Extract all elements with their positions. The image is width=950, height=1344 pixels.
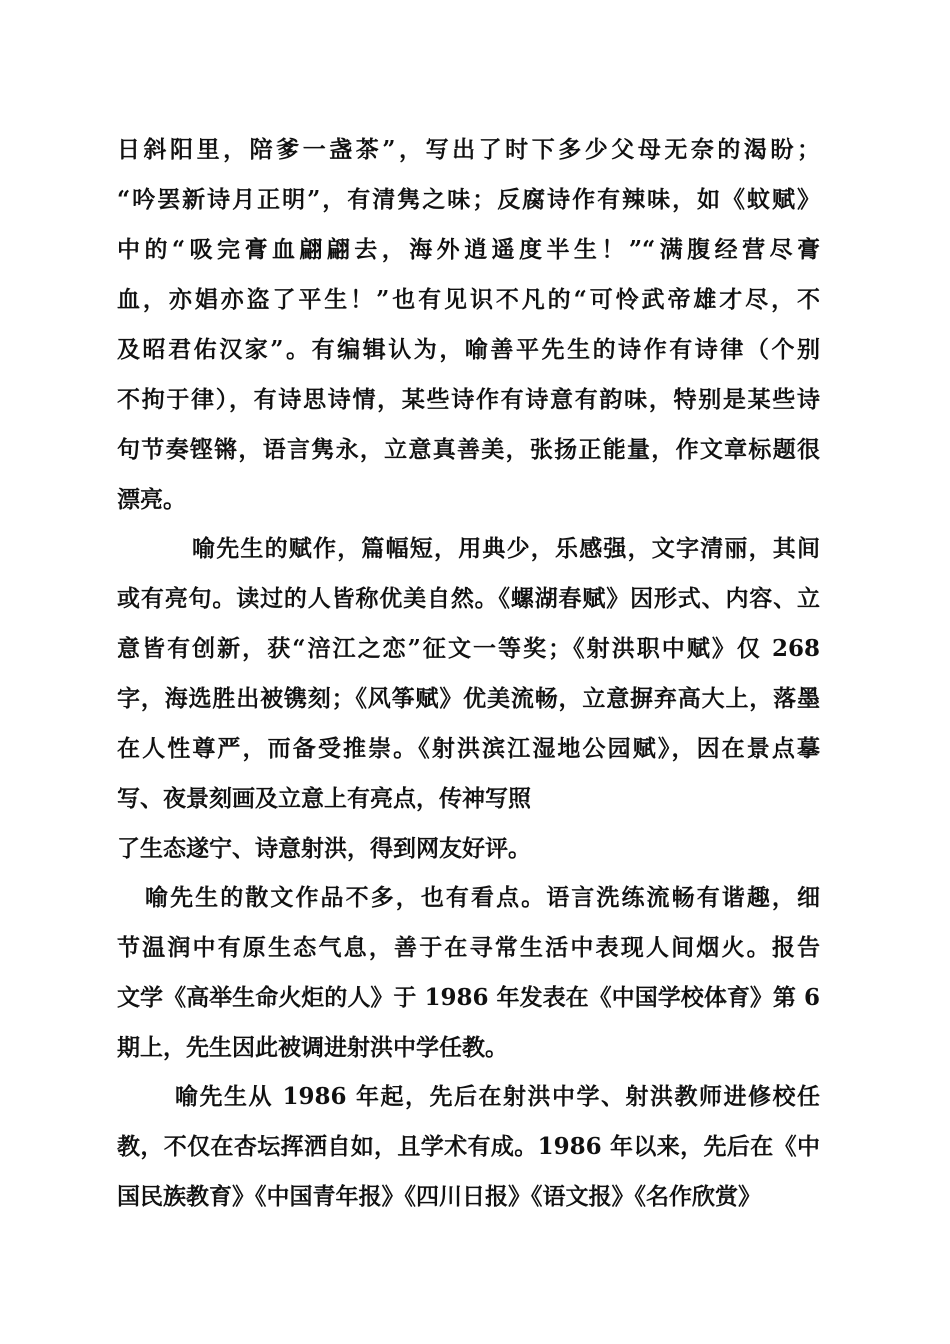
text-line: 字，海选胜出被镌刻；《风筝赋》优美流畅，立意摒弃高大上，落墨 <box>117 685 820 712</box>
text-line: 血，亦娼亦盗了平生！”也有见识不凡的“可怜武帝雄才尽，不 <box>117 286 820 313</box>
text-line: 意皆有创新，获“涪江之恋”征文一等奖；《射洪职中赋》仅 268 <box>117 635 820 662</box>
text-line: 期上，先生因此被调进射洪中学任教。 <box>117 1034 508 1061</box>
text-line: 喻先生的散文作品不多，也有看点。语言洗练流畅有谐趣，细 <box>145 884 820 911</box>
text-line: 漂亮。 <box>117 486 186 513</box>
text-line: 写、夜景刻画及立意上有亮点，传神写照 <box>117 785 531 812</box>
text-line: 中的“吸完膏血翩翩去，海外逍遥度半生！”“满腹经营尽膏 <box>117 236 820 263</box>
text-line: 日斜阳里，陪爹一盏茶”，写出了时下多少父母无奈的渴盼； <box>117 136 820 163</box>
text-line: 或有亮句。读过的人皆称优美自然。《螺湖春赋》因形式、内容、立 <box>117 585 820 612</box>
text-line: 喻先生从 1986 年起，先后在射洪中学、射洪教师进修校任 <box>175 1083 820 1110</box>
text-line: 及昭君佑汉家”。有编辑认为，喻善平先生的诗作有诗律（个别 <box>117 336 820 363</box>
text-line: “吟罢新诗月正明”，有清隽之味；反腐诗作有辣味，如《蚊赋》 <box>117 186 820 213</box>
text-line: 文学《高举生命火炬的人》于 1986 年发表在《中国学校体育》第 6 <box>117 984 820 1011</box>
text-line: 不拘于律），有诗思诗情，某些诗作有诗意有韵味，特别是某些诗 <box>117 386 820 413</box>
text-line: 了生态遂宁、诗意射洪，得到网友好评。 <box>117 835 531 862</box>
text-line: 句节奏铿锵，语言隽永，立意真善美，张扬正能量，作文章标题很 <box>117 436 820 463</box>
text-line: 在人性尊严，而备受推崇。《射洪滨江湿地公园赋》，因在景点摹 <box>117 735 820 762</box>
text-line: 节温润中有原生态气息，善于在寻常生活中表现人间烟火。报告 <box>117 934 820 961</box>
text-line: 国民族教育》《中国青年报》《四川日报》《语文报》《名作欣赏》 <box>117 1183 761 1210</box>
text-line: 喻先生的赋作，篇幅短，用典少，乐感强，文字清丽，其间 <box>192 535 820 562</box>
text-line: 教，不仅在杏坛挥洒自如，且学术有成。1986 年以来，先后在《中 <box>117 1133 820 1160</box>
